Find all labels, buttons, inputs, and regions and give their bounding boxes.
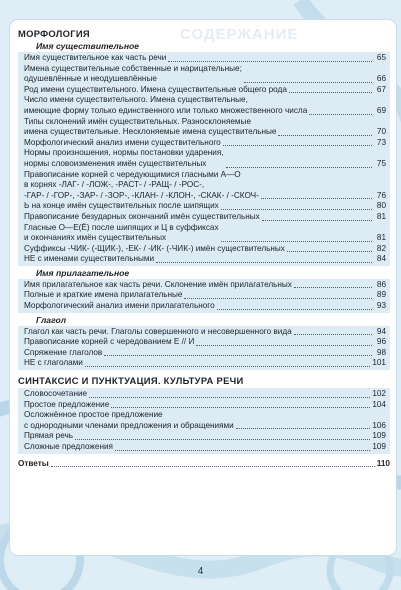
entry-page-number: 81 (376, 233, 386, 243)
entry-page-number: 104 (372, 399, 386, 409)
entry-page-number: 101 (372, 358, 386, 368)
adjective-entries (18, 279, 390, 313)
entry-page-number: 81 (376, 211, 386, 221)
entry-title: Имя прилагательное как часть речи. Склонение имён прилагательных (24, 279, 292, 289)
dot-leader (287, 250, 372, 252)
entry-page-number: 96 (376, 337, 386, 347)
verb-entries (18, 326, 390, 370)
entry-page-number: 69 (376, 105, 386, 115)
section-title-morphology: МОРФОЛОГИЯ (18, 28, 90, 39)
entry-title: Спряжение глаголов (24, 347, 103, 357)
entry-title: Ь на конце имён существительных после шипящих (24, 201, 219, 211)
dot-leader (262, 219, 372, 221)
toc-entry[interactable] (24, 148, 386, 169)
entry-title: Имена существительные собственные и нарицательные; одушевлённые и неодушевлённые (24, 63, 242, 84)
entry-page-number: 86 (376, 279, 386, 289)
entry-title: Число имени существительного. Имена существительные, имеющие форму только единственного или только множественного числа (24, 95, 308, 115)
entry-page-number: 66 (376, 74, 386, 84)
dot-leader (294, 333, 372, 335)
toc-entry[interactable] (24, 138, 386, 149)
entry-page-number: 94 (376, 326, 386, 336)
entry-page-number: 84 (376, 254, 386, 264)
entry-page-number: 73 (376, 137, 386, 147)
entry-title: Осложнённое простое предложение с однородными членами предложения и обращениями (24, 410, 234, 430)
entry-page-number: 109 (372, 442, 386, 451)
dot-leader (111, 406, 370, 408)
table-of-contents (18, 28, 390, 469)
toc-entry[interactable] (24, 431, 386, 442)
entry-title: Морфологический анализ имени существительного (24, 137, 221, 147)
watermark-title: СОДЕРЖАНИЕ (180, 26, 299, 43)
dot-leader (309, 113, 372, 115)
dot-leader (168, 60, 372, 62)
answers-entry[interactable] (18, 459, 390, 470)
syntax-entries (18, 388, 390, 454)
dot-leader (104, 354, 372, 356)
dot-leader (156, 261, 372, 263)
entry-title: Прямая речь (24, 431, 74, 441)
dot-leader (226, 166, 372, 168)
entry-title: Сложные предложения (24, 442, 113, 451)
entry-page-number: 89 (376, 290, 386, 300)
subsection-title-noun: Имя существительное (36, 41, 140, 51)
entry-page-number: 98 (376, 347, 386, 357)
toc-entry[interactable] (24, 389, 386, 400)
toc-entry[interactable] (24, 327, 386, 338)
entry-title: Правописание корней с чередованием Е // И (24, 337, 195, 347)
toc-entry[interactable] (24, 170, 386, 202)
dot-leader (196, 344, 372, 346)
entry-title: Глагол как часть речи. Глаголы совершенного и несовершенного вида (24, 326, 292, 336)
toc-entry[interactable] (24, 442, 386, 453)
entry-title: Ответы (18, 458, 49, 468)
dot-leader (236, 427, 371, 429)
toc-entry[interactable] (24, 290, 386, 301)
toc-entry[interactable] (24, 410, 386, 431)
dot-leader (221, 240, 372, 242)
toc-entry[interactable] (24, 301, 386, 312)
toc-entry[interactable] (24, 223, 386, 244)
entry-page-number: 70 (376, 127, 386, 137)
entry-title: Типы склонений имён существительных. Разносклоняемые имена существительные. Несклоняемые имена существительные (24, 116, 277, 137)
entry-title: Имя существительное как часть речи (24, 53, 167, 62)
toc-entry[interactable] (24, 280, 386, 291)
entry-title: Гласные О—Е(Ё) после шипящих и Ц в суффиксах и окончаниях имён существительных (24, 222, 219, 243)
entry-page-number: 93 (376, 301, 386, 311)
toc-entry[interactable] (24, 64, 386, 85)
dot-leader (115, 449, 370, 451)
entry-title: Словосочетание (24, 389, 88, 399)
entry-title: Простое предложение (24, 399, 110, 409)
dot-leader (294, 286, 372, 288)
toc-entry[interactable] (24, 337, 386, 348)
dot-leader (184, 297, 372, 299)
toc-entry[interactable] (24, 212, 386, 223)
entry-title: Род имени существительного. Имена существительные общего рода (24, 84, 287, 94)
subsection-title-adjective: Имя прилагательное (36, 267, 130, 278)
dot-leader (221, 208, 372, 210)
page-number: 4 (197, 566, 204, 577)
entry-title: Суффиксы -ЧИК- (-ЩИК-), -ЕК- / -ИК- (-ЧИК-) имён существительных (24, 243, 285, 253)
entry-title: Правописание безударных окончаний имён существительных (24, 211, 260, 221)
entry-page-number: 75 (376, 158, 386, 168)
toc-entry[interactable] (24, 400, 386, 411)
dot-leader (261, 197, 372, 199)
entry-page-number: 80 (376, 201, 386, 211)
entry-page-number: 109 (372, 431, 386, 441)
section-title-syntax: СИНТАКСИС И ПУНКТУАЦИЯ. КУЛЬТУРА РЕЧИ (18, 375, 244, 387)
entry-title: НЕ с глаголами (24, 358, 83, 368)
toc-entry[interactable] (24, 348, 386, 359)
toc-entry[interactable] (24, 117, 386, 138)
dot-leader (75, 438, 370, 440)
entry-title: Морфологический анализ имени прилагательного (24, 301, 215, 311)
toc-entry[interactable] (24, 201, 386, 212)
entry-title: НЕ с именами существительными (24, 254, 155, 264)
entry-title: Полные и краткие имена прилагательные (24, 290, 183, 300)
dot-leader (223, 144, 372, 146)
entry-page-number: 106 (372, 420, 386, 430)
entry-page-number: 102 (372, 389, 386, 399)
dot-leader (244, 81, 372, 83)
toc-entry[interactable] (24, 358, 386, 369)
entry-page-number: 110 (376, 458, 390, 468)
toc-entry[interactable] (24, 85, 386, 96)
noun-entries (18, 52, 390, 266)
toc-entry[interactable] (24, 244, 386, 255)
entry-page-number: 67 (376, 84, 386, 94)
entry-page-number: 82 (376, 243, 386, 253)
dot-leader (89, 396, 370, 398)
dot-leader (217, 308, 372, 310)
toc-entry[interactable] (24, 95, 386, 116)
toc-entry[interactable] (24, 254, 386, 265)
dot-leader (85, 365, 370, 367)
subsection-title-verb: Глагол (36, 314, 67, 325)
entry-title: Нормы произношения, нормы постановки ударения, нормы словоизменения имён существительных (24, 148, 224, 168)
contents-page (10, 20, 396, 555)
entry-title: Правописание корней с чередующимися гласными А—О в корнях -ЛАГ- / -ЛОЖ-, -РАСТ- / -РАЩ- / -РОС-, -ГАР- / -ГОР-, -ЗАР- / -ЗОР-, -КЛАН- / -КЛОН-, -СКАК- / -СКОЧ- (24, 169, 259, 200)
entry-page-number: 76 (376, 190, 386, 200)
dot-leader (289, 91, 372, 93)
dot-leader (278, 134, 372, 136)
dot-leader (51, 465, 375, 467)
toc-entry[interactable] (24, 53, 386, 64)
entry-page-number: 65 (376, 53, 386, 62)
